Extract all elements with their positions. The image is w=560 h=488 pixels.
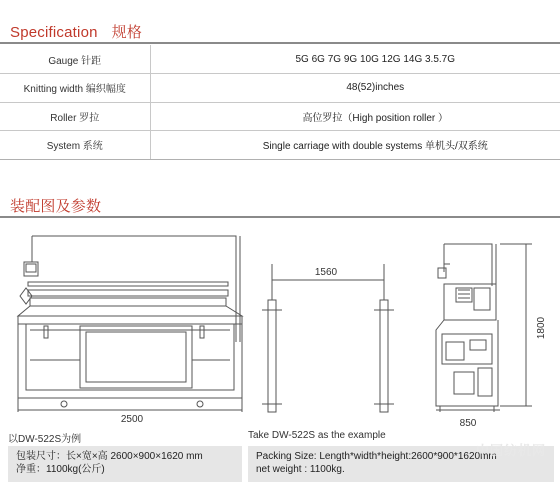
spec-label: Gauge 针距 (0, 45, 150, 74)
spec-value: Single carriage with double systems 单机头/双系统 (150, 131, 560, 160)
caption-cn: 以DW-522S为例 (8, 434, 82, 445)
packing-size-cn: 包装尺寸：长×宽×高 2600×900×1620 mm (16, 451, 203, 462)
table-row (0, 45, 560, 74)
watermark: 中国纺机网 (475, 443, 546, 458)
spec-table (0, 45, 560, 160)
height-label: 1800 (536, 316, 547, 340)
net-weight-cn: 净重：1100kg(公斤) (16, 464, 105, 475)
top-width-label: 1560 (314, 267, 338, 278)
spec-label: Roller 罗拉 (0, 102, 150, 131)
spec-label: Knitting width 编织幅度 (0, 74, 150, 103)
spec-value: 5G 6G 7G 9G 10G 12G 14G 3.5.7G (150, 45, 560, 74)
front-width-label: 2500 (120, 414, 144, 425)
packing-size-en: Packing Size: Length*width*height:2600*900*1620mm (256, 451, 497, 462)
front-view-drawing (18, 236, 242, 412)
side-view-drawing (436, 244, 532, 412)
table-row (0, 74, 560, 103)
spec-section-title (10, 21, 142, 42)
top-view-drawing (262, 264, 394, 412)
net-weight-en: net weight : 1100kg. (256, 464, 345, 475)
table-row (0, 102, 560, 131)
assembly-drawing (0, 222, 560, 432)
spec-section-rule (0, 42, 560, 44)
assembly-section-title: 装配图及参数 (10, 198, 102, 215)
spec-section-header (0, 18, 560, 44)
spec-value: 48(52)inches (150, 74, 560, 103)
packing-info-cn (8, 446, 242, 482)
spec-title-en: Specification (10, 24, 98, 41)
assembly-section-rule (0, 216, 560, 218)
spec-value: 高位罗拉（High position roller ） (150, 102, 560, 131)
caption-en: Take DW-522S as the example (248, 430, 386, 441)
spec-label: System 系统 (0, 131, 150, 160)
spec-title-cn: 规格 (111, 24, 143, 41)
table-row (0, 131, 560, 160)
side-depth-label: 850 (459, 418, 477, 429)
assembly-section-header (0, 192, 560, 218)
